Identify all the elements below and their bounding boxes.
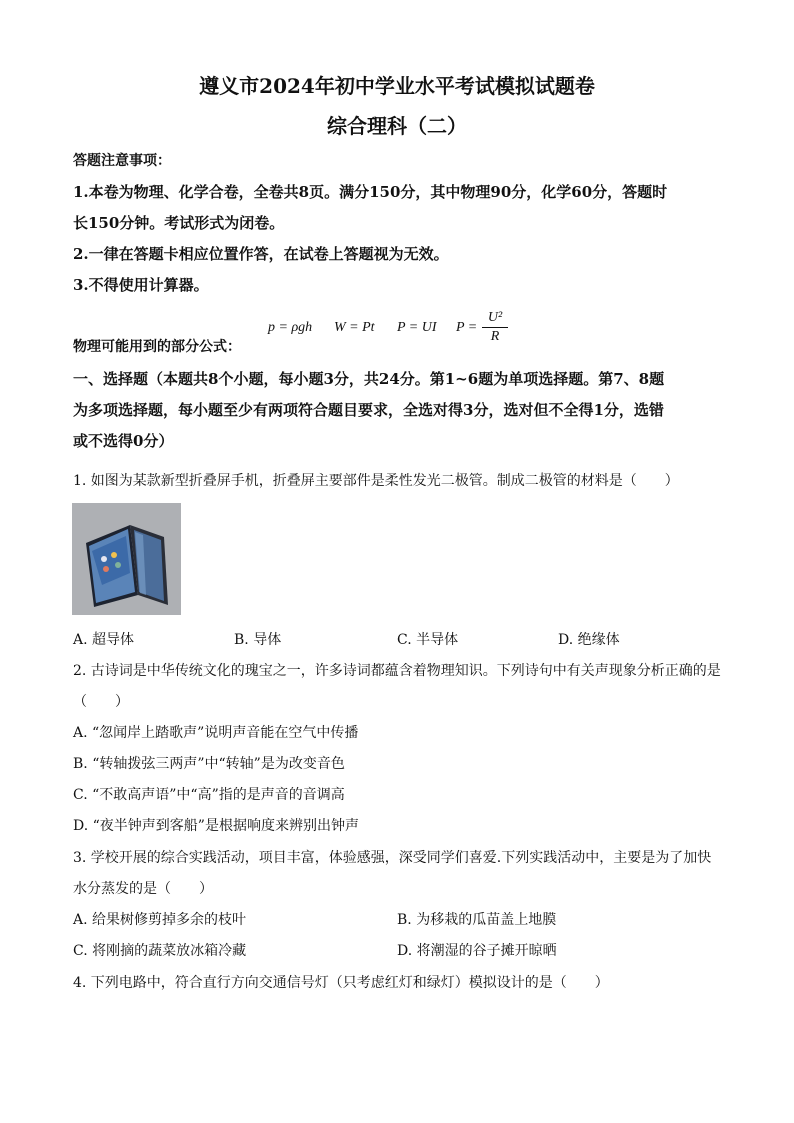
- fraction-denominator: R: [490, 329, 500, 344]
- question-2-text: 2. 古诗词是中华传统文化的瑰宝之一，许多诗词都蕴含着物理知识。下列诗句中有关声现象分析正确的是: [73, 663, 721, 679]
- question-2-option-c: C. “不敢高声语”中“高”指的是声音的音调高: [73, 787, 345, 803]
- question-1-text: 1. 如图为某款新型折叠屏手机，折叠屏主要部件是柔性发光二极管。制成二极管的材料是（ ）: [73, 473, 679, 489]
- question-1-option-d: D. 绝缘体: [558, 632, 620, 648]
- question-2-text: （ ）: [73, 694, 129, 710]
- question-2-option-a: A. “忽闻岸上踏歌声”说明声音能在空气中传播: [73, 725, 359, 741]
- question-2-option-d: D. “夜半钟声到客船”是根据响度来辨别出钟声: [73, 818, 359, 834]
- question-3-option-d: D. 将潮湿的谷子摊开晾晒: [397, 943, 557, 959]
- foldable-phone-image: [72, 503, 181, 615]
- notice-item: 2.一律在答题卡相应位置作答，在试卷上答题视为无效。: [73, 245, 449, 263]
- notice-heading: 答题注意事项：: [73, 153, 171, 169]
- question-3-text: 水分蒸发的是（ ）: [73, 881, 213, 897]
- formula-power-ui: P = UI: [397, 320, 437, 335]
- formula-fraction: [482, 310, 508, 345]
- question-2-option-b: B. “转轴拨弦三两声”中“转轴”是为改变音色: [73, 756, 345, 772]
- exam-subtitle: 综合理科（二）: [327, 114, 467, 138]
- question-3-option-c: C. 将刚摘的蔬菜放冰箱冷藏: [73, 943, 247, 959]
- formula-pressure: p = ρgh: [268, 320, 313, 335]
- formula-power-prefix: P =: [456, 320, 478, 335]
- fraction-numerator: U²: [487, 310, 503, 325]
- question-4-text: 4. 下列电路中，符合直行方向交通信号灯（只考虑红灯和绿灯）模拟设计的是（ ）: [73, 975, 609, 991]
- section-instruction: 或不选得0分）: [73, 432, 174, 450]
- question-3-option-b: B. 为移栽的瓜苗盖上地膜: [397, 912, 557, 928]
- question-1-option-a: A. 超导体: [73, 632, 135, 648]
- section-instruction: 为多项选择题，每小题至少有两项符合题目要求，全选对得3分，选对但不全得1分，选错: [73, 401, 664, 419]
- exam-title: 遵义市2024年初中学业水平考试模拟试题卷: [199, 74, 595, 98]
- fraction-bar: [482, 327, 508, 328]
- notice-item: 3.不得使用计算器。: [73, 276, 209, 294]
- notice-item: 长150分钟。考试形式为闭卷。: [73, 214, 285, 232]
- question-1-option-b: B. 导体: [234, 632, 282, 648]
- section-instruction: 一、选择题（本题共8个小题，每小题3分，共24分。第1~6题为单项选择题。第7、8题: [73, 370, 665, 388]
- question-3-text: 3. 学校开展的综合实践活动，项目丰富，体验感强，深受同学们喜爱.下列实践活动中，主要是为了加快: [73, 850, 712, 866]
- phone-illustration: [72, 503, 181, 615]
- formula-work: W = Pt: [334, 320, 375, 335]
- formula-label: 物理可能用到的部分公式：: [73, 339, 241, 355]
- question-1-option-c: C. 半导体: [397, 632, 459, 648]
- question-3-option-a: A. 给果树修剪掉多余的枝叶: [73, 912, 247, 928]
- notice-item: 1.本卷为物理、化学合卷，全卷共8页。满分150分，其中物理90分，化学60分，答题时: [73, 183, 668, 201]
